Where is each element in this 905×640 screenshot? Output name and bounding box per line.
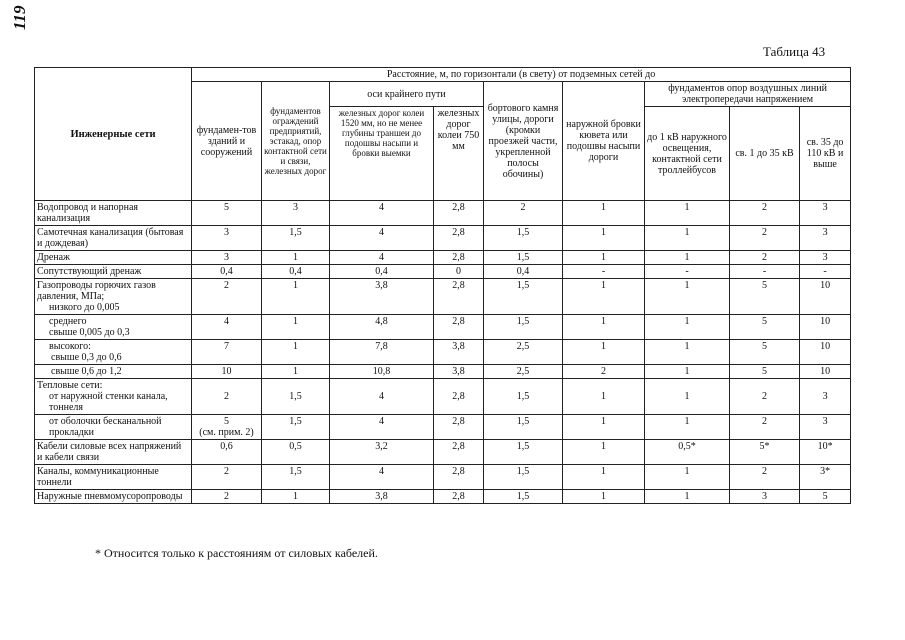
- cell: 2: [563, 365, 645, 379]
- table-row: [35, 490, 851, 504]
- row-label: [35, 279, 192, 315]
- page-number: 119: [10, 5, 29, 30]
- row-label: [35, 315, 192, 340]
- cell: 2: [192, 279, 262, 315]
- table-row: [35, 201, 851, 226]
- cell: 1: [563, 440, 645, 465]
- row-label: Каналы, коммуникационные тоннели: [35, 465, 192, 490]
- cell: -: [563, 265, 645, 279]
- cell: 1: [262, 340, 330, 365]
- header-ditch: наружной бровки кювета или подошвы насыпи дороги: [563, 82, 645, 201]
- table-title: Таблица 43: [763, 44, 826, 59]
- row-label: [35, 365, 192, 379]
- row-label: Наружные пневмомусоропроводы: [35, 490, 192, 504]
- row-label: [35, 379, 192, 415]
- cell: 10: [192, 365, 262, 379]
- cell: 4: [330, 415, 434, 440]
- table-row: [35, 415, 851, 440]
- cell: 1,5: [484, 226, 563, 251]
- header-corner: Инженерные сети: [35, 68, 192, 201]
- cell: 2,8: [434, 315, 484, 340]
- cell: 0,4: [330, 265, 434, 279]
- header-rail-750: железных дорог колеи 750 мм: [434, 107, 484, 201]
- row-label: Кабели силовые всех напряжений и кабели связи: [35, 440, 192, 465]
- cell: 3,8: [330, 279, 434, 315]
- header-track-axes: оси крайнего пути: [330, 82, 484, 107]
- cell: 4: [330, 465, 434, 490]
- cell: 1,5: [262, 465, 330, 490]
- cell: 1: [262, 315, 330, 340]
- gas-high2-label: свыше 0,6 до 1,2: [51, 366, 122, 377]
- cell: 1: [262, 279, 330, 315]
- cell: 1: [563, 315, 645, 340]
- cell: 2,8: [434, 379, 484, 415]
- cell: 3: [192, 226, 262, 251]
- cell: [192, 415, 262, 440]
- cell: 2: [730, 465, 800, 490]
- cell: 4: [330, 251, 434, 265]
- row-label: Сопутствующий дренаж: [35, 265, 192, 279]
- cell: 10*: [800, 440, 851, 465]
- cell: 3: [800, 251, 851, 265]
- cell: 3*: [800, 465, 851, 490]
- gas-medium-range: свыше 0,005 до 0,3: [49, 327, 130, 338]
- gas-low-label: низкого до 0,005: [49, 302, 120, 313]
- cell: 4: [330, 379, 434, 415]
- cell: 0,4: [262, 265, 330, 279]
- gas-high-heading: высокого:: [49, 341, 91, 352]
- table-row: [35, 465, 851, 490]
- cell: 10: [800, 279, 851, 315]
- cell: 3,8: [434, 365, 484, 379]
- table-row: [35, 251, 851, 265]
- cell: 3: [800, 379, 851, 415]
- cell: 2: [730, 201, 800, 226]
- cell: 3: [192, 251, 262, 265]
- row-label: [35, 415, 192, 440]
- cell: 1: [645, 415, 730, 440]
- cell: -: [645, 265, 730, 279]
- cell: 4,8: [330, 315, 434, 340]
- cell-note: (см. прим. 2): [199, 427, 254, 438]
- header-foundations-fences: фундаментов ограждений предприятий, эстакад, опор контактной сети и связи, железных дорог: [262, 82, 330, 201]
- cell: 2,8: [434, 465, 484, 490]
- cell: 1: [645, 340, 730, 365]
- cell: 2: [192, 490, 262, 504]
- cell: 2,8: [434, 440, 484, 465]
- cell: 1,5: [484, 415, 563, 440]
- cell: 5: [192, 201, 262, 226]
- cell: 1,5: [484, 251, 563, 265]
- cell: 1: [563, 340, 645, 365]
- cell: 1: [262, 251, 330, 265]
- table-row: [35, 279, 851, 315]
- row-label: [35, 340, 192, 365]
- cell: 10: [800, 315, 851, 340]
- cell: 2: [484, 201, 563, 226]
- distance-table: [34, 67, 851, 504]
- header-rail-1520: железных дорог колеи 1520 мм, но не менее глубины траншеи до подошвы насыпи и бровки выемки: [330, 107, 434, 201]
- cell: 1: [262, 365, 330, 379]
- cell: 3: [800, 415, 851, 440]
- cell: 0,4: [192, 265, 262, 279]
- cell: 10: [800, 365, 851, 379]
- cell: 1: [563, 465, 645, 490]
- table-row: [35, 226, 851, 251]
- cell: 3: [800, 201, 851, 226]
- cell: 1,5: [262, 379, 330, 415]
- table-row: [35, 440, 851, 465]
- cell: 2: [730, 379, 800, 415]
- table-row: [35, 365, 851, 379]
- cell: 3: [800, 226, 851, 251]
- cell: 3: [262, 201, 330, 226]
- cell: 0,6: [192, 440, 262, 465]
- cell: 3: [730, 490, 800, 504]
- cell: 7,8: [330, 340, 434, 365]
- cell: 5: [800, 490, 851, 504]
- cell: 2,5: [484, 365, 563, 379]
- heat-channel-label: от наружной стенки канала, тоннеля: [49, 391, 168, 413]
- cell: 2,8: [434, 415, 484, 440]
- cell: 1: [563, 490, 645, 504]
- cell: 2: [730, 415, 800, 440]
- cell: 2,8: [434, 226, 484, 251]
- row-label: Самотечная канализация (бытовая и дождевая): [35, 226, 192, 251]
- cell: 1: [645, 465, 730, 490]
- cell: 3,2: [330, 440, 434, 465]
- cell: 1,5: [484, 465, 563, 490]
- cell: 10: [800, 340, 851, 365]
- cell: 5: [730, 340, 800, 365]
- cell: 5: [730, 279, 800, 315]
- cell: 2: [192, 465, 262, 490]
- header-foundations-buildings: фундамен-тов зданий и сооружений: [192, 82, 262, 201]
- cell: 7: [192, 340, 262, 365]
- cell: 1: [645, 315, 730, 340]
- row-label: Дренаж: [35, 251, 192, 265]
- cell: 1: [645, 251, 730, 265]
- cell: 1,5: [484, 490, 563, 504]
- cell: 2: [730, 226, 800, 251]
- footnote: * Относится только к расстояниям от силовых кабелей.: [95, 546, 378, 560]
- cell: 1: [645, 490, 730, 504]
- header-power-lines: фундаментов опор воздушных линий электропередачи напряжением: [645, 82, 851, 107]
- cell: 5: [730, 365, 800, 379]
- cell: 1: [645, 201, 730, 226]
- cell: 1,5: [262, 226, 330, 251]
- header-top: Расстояние, м, по горизонтали (в свету) от подземных сетей до: [192, 68, 851, 82]
- cell: 2: [730, 251, 800, 265]
- cell: 1,5: [484, 315, 563, 340]
- header-curb: бортового камня улицы, дороги (кромки проезжей части, укрепленной полосы обочины): [484, 82, 563, 201]
- cell: 10,8: [330, 365, 434, 379]
- header-pl-1kv: до 1 кВ наружного освещения, контактной сети троллейбусов: [645, 107, 730, 201]
- cell-value: 5: [224, 416, 229, 427]
- cell: 1: [645, 279, 730, 315]
- cell: 1,5: [484, 279, 563, 315]
- cell: -: [730, 265, 800, 279]
- table-row: [35, 379, 851, 415]
- header-pl-110kv: св. 35 до 110 кВ и выше: [800, 107, 851, 201]
- cell: 3,8: [434, 340, 484, 365]
- cell: 0: [434, 265, 484, 279]
- table-row: [35, 340, 851, 365]
- cell: 3,8: [330, 490, 434, 504]
- cell: 2,8: [434, 490, 484, 504]
- cell: 4: [330, 226, 434, 251]
- heat-shell-label: от оболочки бесканальной прокладки: [49, 416, 162, 438]
- heat-heading: Тепловые сети:: [37, 380, 103, 391]
- cell: 1: [563, 279, 645, 315]
- cell: 1,5: [262, 415, 330, 440]
- cell: 0,5*: [645, 440, 730, 465]
- cell: 4: [330, 201, 434, 226]
- cell: 5*: [730, 440, 800, 465]
- gas-medium-label: среднего: [49, 316, 87, 327]
- cell: 2,8: [434, 279, 484, 315]
- cell: 1: [563, 201, 645, 226]
- cell: 1: [563, 251, 645, 265]
- cell: 0,4: [484, 265, 563, 279]
- cell: 2,8: [434, 201, 484, 226]
- table-row: [35, 265, 851, 279]
- gas-high1-label: свыше 0,3 до 0,6: [51, 352, 122, 363]
- cell: 2: [192, 379, 262, 415]
- cell: -: [800, 265, 851, 279]
- header-pl-35kv: св. 1 до 35 кВ: [730, 107, 800, 201]
- cell: 0,5: [262, 440, 330, 465]
- row-label: Водопровод и напорная канализация: [35, 201, 192, 226]
- table-row: [35, 315, 851, 340]
- gas-heading: Газопроводы горючих газов давления, МПа;: [37, 280, 156, 302]
- cell: 1,5: [484, 440, 563, 465]
- cell: 1: [645, 226, 730, 251]
- cell: 1: [262, 490, 330, 504]
- cell: 1: [645, 379, 730, 415]
- cell: 2,8: [434, 251, 484, 265]
- cell: 1: [563, 379, 645, 415]
- cell: 4: [192, 315, 262, 340]
- cell: 1: [645, 365, 730, 379]
- cell: 1,5: [484, 379, 563, 415]
- cell: 1: [563, 415, 645, 440]
- cell: 2,5: [484, 340, 563, 365]
- cell: 5: [730, 315, 800, 340]
- cell: 1: [563, 226, 645, 251]
